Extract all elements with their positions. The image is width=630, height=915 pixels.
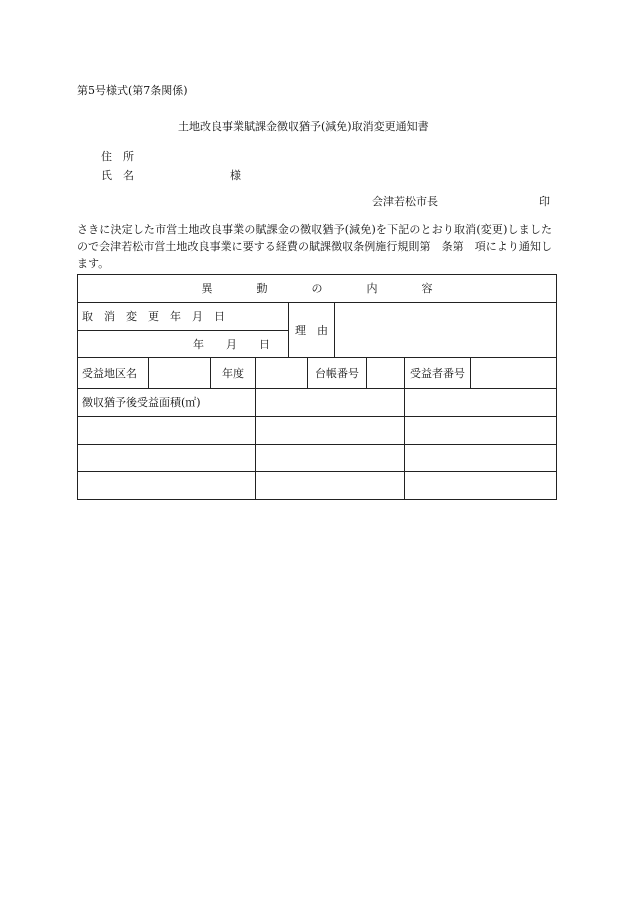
- ledger-number-value[interactable]: [367, 358, 405, 389]
- notice-body: さきに決定した市営土地改良事業の賦課金の徴収猶予(減免)を下記のとおり取消(変更)しましたので会津若松市営土地改良事業に要する経費の賦課徴収条例施行規則第 条第 項により通知します。: [77, 223, 552, 270]
- blank-cell[interactable]: [78, 472, 256, 500]
- blank-cell[interactable]: [256, 472, 405, 500]
- honorific: 様: [230, 169, 241, 182]
- year-label: 年度: [211, 358, 256, 389]
- year-value[interactable]: [256, 358, 308, 389]
- change-date-value[interactable]: 年 月 日: [78, 331, 289, 358]
- reason-value[interactable]: [335, 303, 557, 358]
- name-label: 氏 名: [101, 169, 134, 182]
- beneficiary-number-label: 受益者番号: [405, 358, 471, 389]
- seal-mark: 印: [539, 195, 550, 208]
- beneficiary-area-value[interactable]: [149, 358, 211, 389]
- ledger-number-label: 台帳番号: [308, 358, 367, 389]
- document-title: 土地改良事業賦課金徴収猶予(減免)取消変更通知書: [178, 120, 429, 133]
- beneficiary-number-value[interactable]: [471, 358, 557, 389]
- table-header: 異 動 の 内 容: [78, 275, 557, 303]
- reason-label: 理 由: [289, 303, 335, 358]
- deferred-area-cell-1[interactable]: [256, 389, 405, 417]
- blank-cell[interactable]: [405, 445, 557, 472]
- deferred-area-label: 徴収猶予後受益面積(㎡): [78, 389, 256, 417]
- blank-cell[interactable]: [78, 445, 256, 472]
- blank-cell[interactable]: [78, 417, 256, 445]
- cancel-change-date-label: 取 消 変 更 年 月 日: [78, 303, 289, 331]
- beneficiary-area-label: 受益地区名: [78, 358, 149, 389]
- blank-cell[interactable]: [405, 472, 557, 500]
- deferred-area-cell-2[interactable]: [405, 389, 557, 417]
- change-details-table: [77, 274, 557, 500]
- form-number: 第5号様式(第7条関係): [77, 84, 188, 97]
- issuer-name: 会津若松市長: [372, 195, 438, 208]
- address-label: 住 所: [101, 150, 134, 163]
- blank-cell[interactable]: [256, 445, 405, 472]
- blank-cell[interactable]: [256, 417, 405, 445]
- blank-cell[interactable]: [405, 417, 557, 445]
